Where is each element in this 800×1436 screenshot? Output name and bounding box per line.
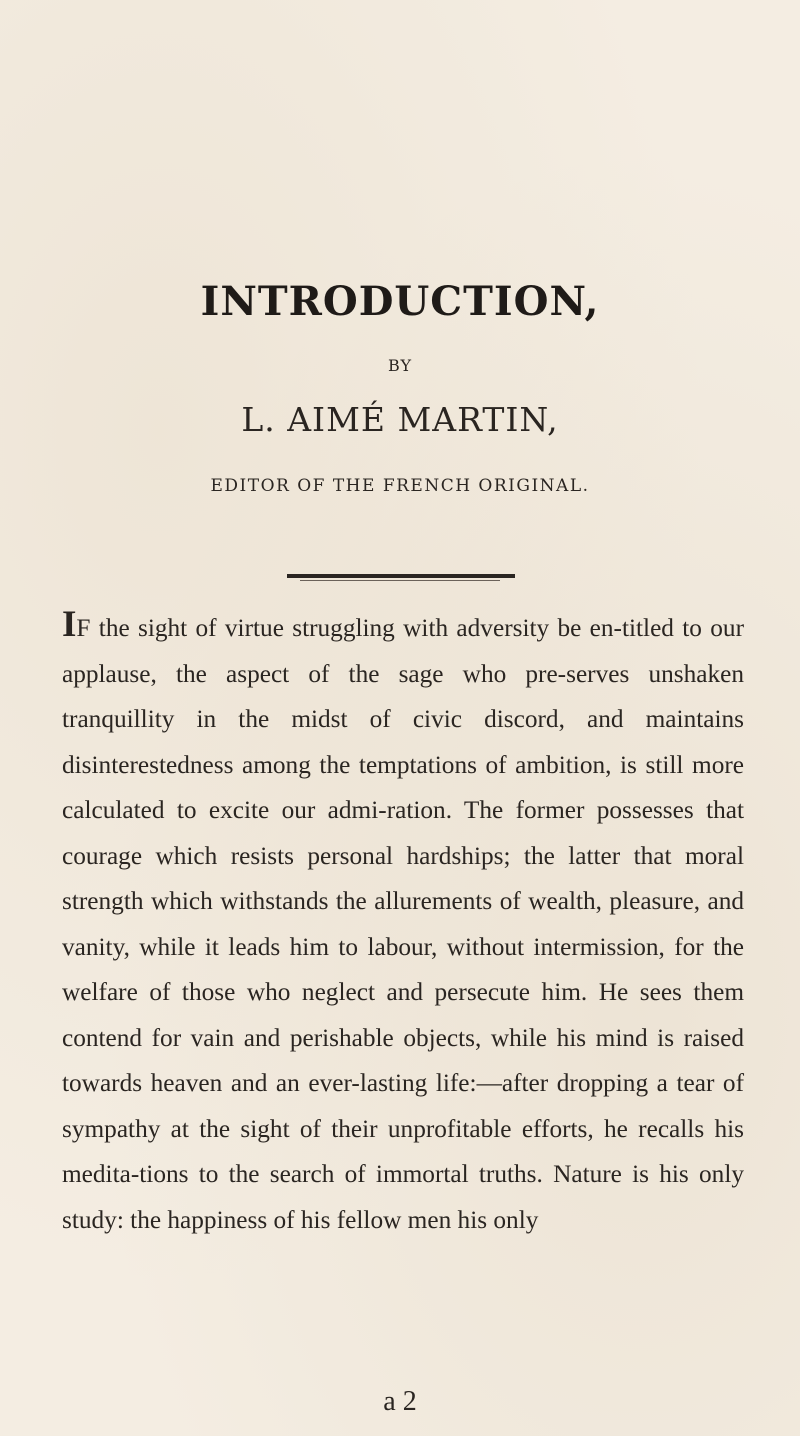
decorative-rule-thin — [300, 580, 500, 581]
author-name: L. AIMÉ MARTIN, — [241, 400, 559, 439]
drop-initial: I — [62, 604, 77, 645]
byline-by: BY — [387, 356, 413, 375]
body-paragraph — [62, 606, 744, 1243]
decorative-rule — [287, 574, 515, 578]
signature-mark: a 2 — [383, 1386, 417, 1417]
paragraph-text: F the sight of virtue struggling with adversity be en-titled to our applause, the aspect of the sage who pre-serves unshaken tranquillity in the midst of civic discord, and maintains disinterestedness among the temptations of ambition, is still more calculated to excite our admi-ration. The former possesses that courage which resists personal hardships; the latter that moral strength which withstands the allurements of wealth, pleasure, and vanity, while it leads him to labour, without intermission, for the welfare of those who neglect and persecute him. He sees them contend for vain and perishable objects, while his mind is raised towards heaven and an ever-lasting life:—after dropping a tear of sympathy at the sight of their unprofitable efforts, he recalls his medita-tions to the search of immortal truths. Nature is his only study: the happiness of his fellow men his only — [62, 614, 744, 1234]
chapter-title: INTRODUCTION, — [200, 278, 600, 325]
editor-credit: EDITOR OF THE FRENCH ORIGINAL. — [210, 476, 590, 496]
